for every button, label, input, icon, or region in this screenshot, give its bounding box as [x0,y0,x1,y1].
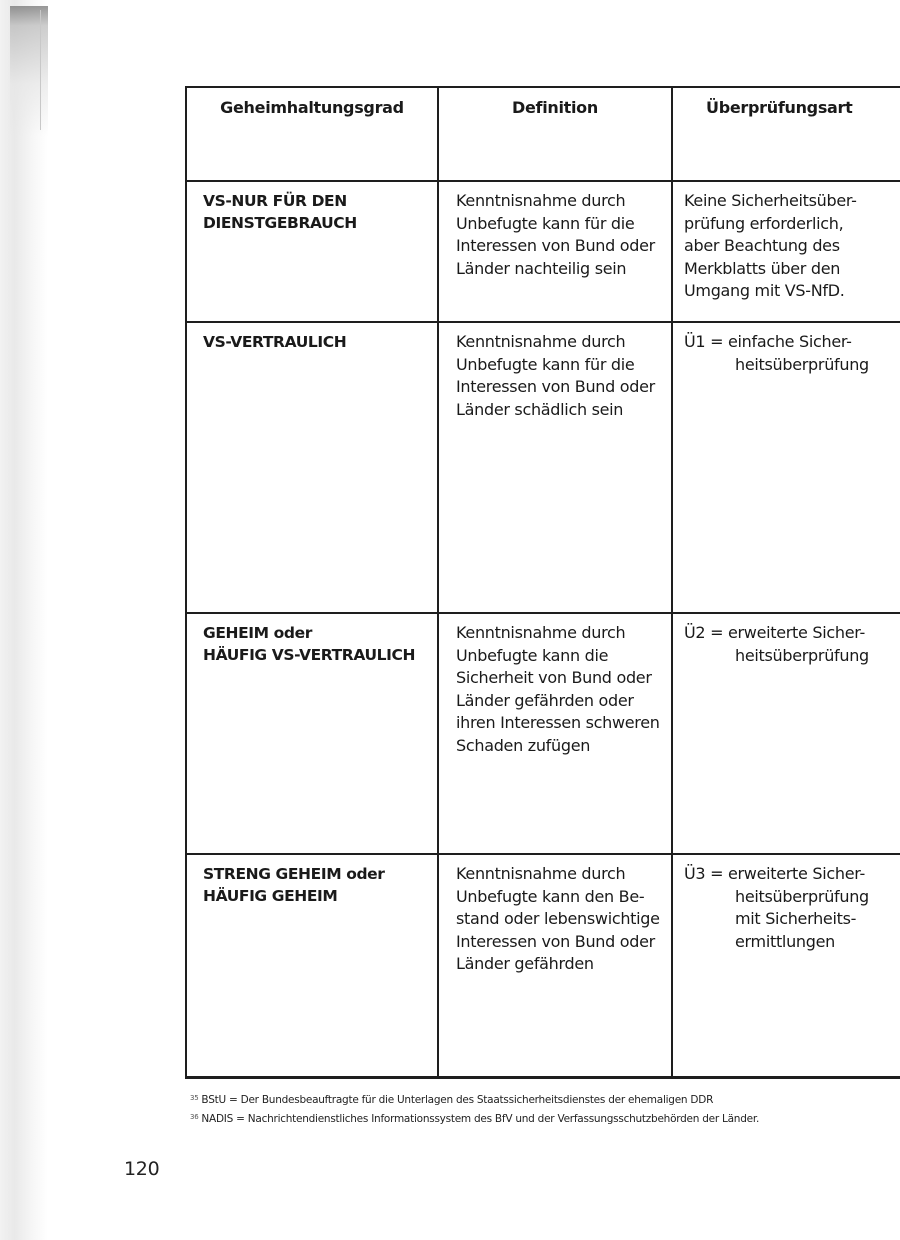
grade-line: STRENG GEHEIM oder [203,865,385,883]
grade-cell [187,614,439,853]
definition-cell [439,614,673,853]
table-row [187,323,900,614]
check-line: Ü1 = einfache Sicher- [684,332,852,351]
definition-line: Interessen von Bund oder [456,377,655,396]
check-cell [673,855,900,1076]
grade-line: HÄUFIG VS-VERTRAULICH [203,646,416,664]
check-line: mit Sicherheits- [735,909,857,928]
column-header-grade: Geheimhaltungsgrad [220,98,404,117]
grade-line: HÄUFIG GEHEIM [203,887,338,905]
definition-line: Interessen von Bund oder [456,236,655,255]
definition-line: Schaden zufügen [456,735,591,755]
grade-label [203,331,346,353]
footnote-text: BStU = Der Bundesbeauftragte für die Unterlagen des Staatssicherheitsdienstes der ehemaligen DDR [201,1094,714,1106]
definition-line: Unbefugte kann für die [456,354,635,374]
definition-text [456,622,667,757]
definition-line: Unbefugte kann den Be- [456,886,645,906]
definition-line: Länder schädlich sein [456,399,624,419]
definition-line: Interessen von Bund oder [456,931,655,951]
grade-label [203,622,415,666]
footnote [190,1090,890,1109]
check-line: heitsüberprüfung [735,354,869,374]
definition-line: Kenntnisnahme durch [456,191,626,210]
check-line: Keine Sicherheitsüber- [684,191,857,210]
definition-line: stand oder lebenswichtige [456,909,660,928]
definition-cell [439,323,673,612]
definition-line: Unbefugte kann die [456,645,609,665]
definition-text [456,190,667,280]
definition-line: Kenntnisnahme durch [456,332,626,351]
grade-label [203,190,357,234]
column-header-definition: Definition [512,98,598,117]
page-number: 120 [124,1158,160,1180]
definition-line: Unbefugte kann für die [456,213,635,233]
column-header-check: Überprüfungsart [706,98,853,117]
classification-table [185,86,900,1079]
header-cell-definition [439,88,673,180]
definition-text [456,863,667,976]
check-cell [673,323,900,612]
header-cell-check [673,88,900,180]
definition-line: Kenntnisnahme durch [456,623,626,642]
grade-line: DIENSTGEBRAUCH [203,214,357,232]
grade-line: VS-VERTRAULICH [203,333,347,351]
definition-line: Länder nachteilig sein [456,258,627,278]
check-line: Ü3 = erweiterte Sicher- [684,864,865,883]
footnote-number: 36 [190,1113,199,1121]
check-text [684,863,898,953]
table-row [187,855,900,1076]
definition-line: Sicherheit von Bund oder [456,668,652,687]
footnote-text: NADIS = Nachrichtendienstliches Informationssystem des BfV und der Verfassungsschutzbehörden der Länder. [201,1113,760,1125]
page-gutter-shadow [0,0,48,1240]
check-line: Ü2 = erweiterte Sicher- [684,623,865,642]
grade-label [203,863,385,907]
grade-line: VS-NUR FÜR DEN [203,192,347,210]
check-cell [673,614,900,853]
check-line: prüfung erforderlich, [684,213,844,233]
check-line: Umgang mit VS-NfD. [684,281,845,300]
footnote [190,1109,890,1128]
definition-text [456,331,667,421]
check-line: ermittlungen [735,931,835,951]
definition-line: Kenntnisnahme durch [456,864,626,883]
check-line: aber Beachtung des [684,236,840,255]
definition-line: Länder gefährden [456,954,594,973]
page-binding-line [40,10,41,130]
grade-line: GEHEIM oder [203,624,312,642]
table-row [187,614,900,855]
check-text [684,190,898,303]
page-binding-shadow [10,6,48,136]
definition-line: Länder gefährden oder [456,690,634,710]
table-row [187,182,900,323]
definition-cell [439,182,673,321]
footnotes [190,1090,890,1128]
check-text [684,622,898,667]
check-line: heitsüberprüfung [735,886,869,906]
table-header-row [187,88,900,182]
grade-cell [187,323,439,612]
check-line: heitsüberprüfung [735,645,869,665]
footnote-number: 35 [190,1094,199,1102]
check-text [684,331,898,376]
definition-line: ihren Interessen schweren [456,713,660,732]
grade-cell [187,182,439,321]
check-cell [673,182,900,321]
check-line: Merkblatts über den [684,258,841,278]
definition-cell [439,855,673,1076]
grade-cell [187,855,439,1076]
header-cell-grade [187,88,439,180]
